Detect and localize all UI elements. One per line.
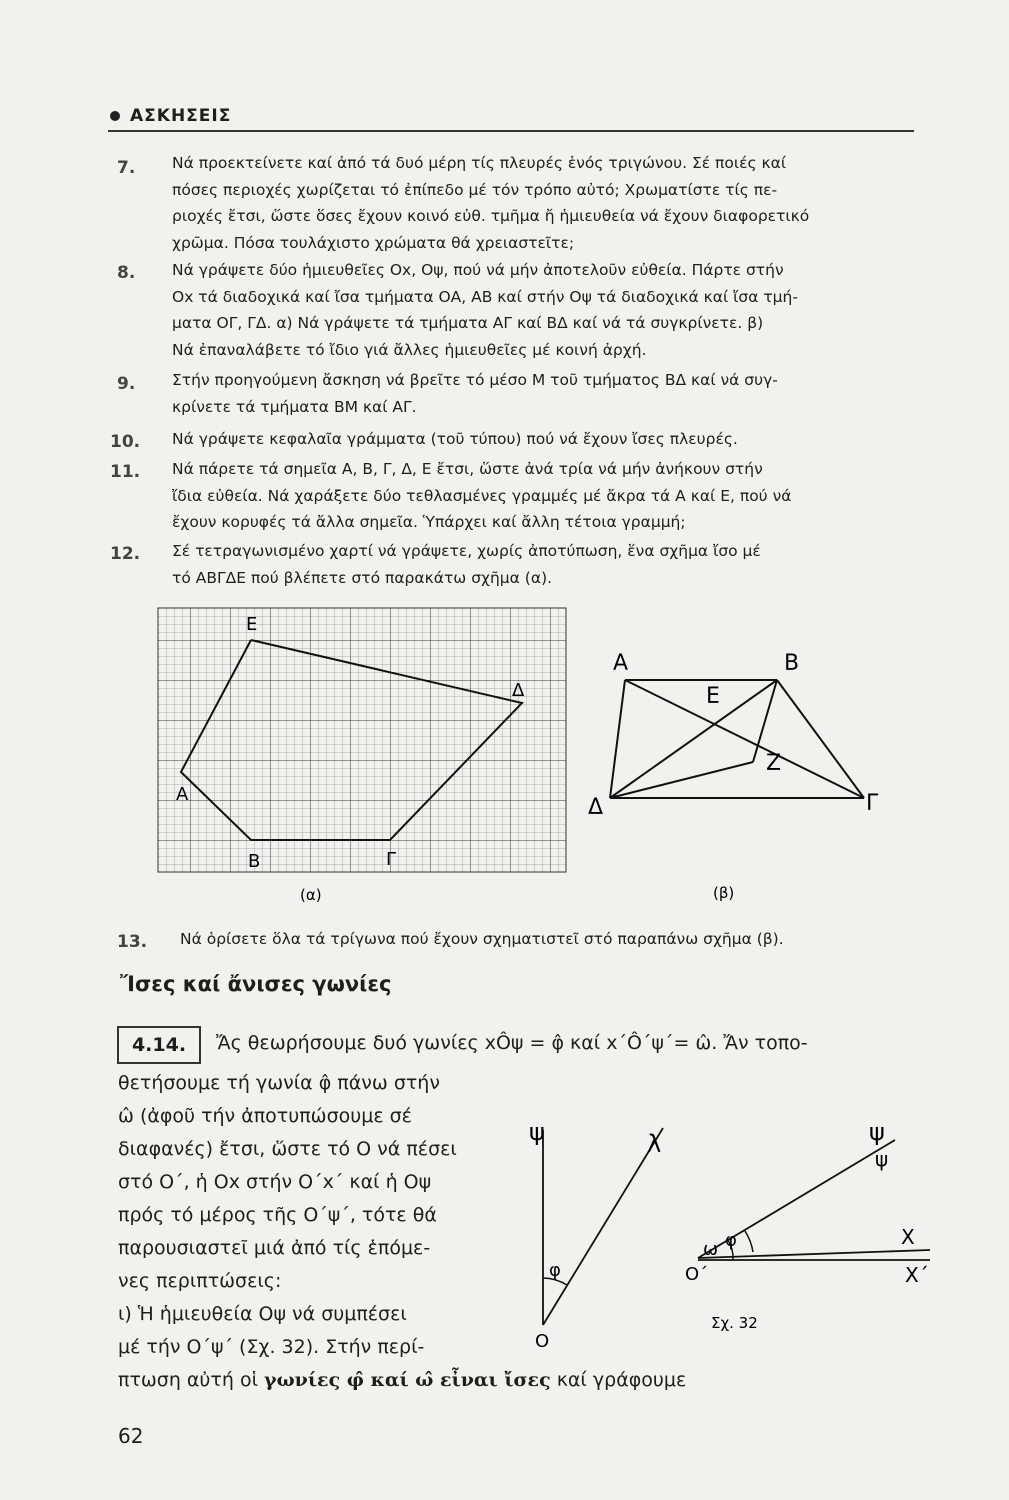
label-B: Β xyxy=(248,851,261,872)
label-B: Β xyxy=(784,651,800,676)
exercise-number: 8. xyxy=(117,263,136,283)
label-G: Γ xyxy=(866,791,879,816)
exercise-number: 13. xyxy=(117,932,148,952)
segment-AD xyxy=(610,680,625,798)
label-phi: φ xyxy=(549,1260,561,1281)
label-x-prime: Χ΄ xyxy=(905,1263,929,1287)
figure-a xyxy=(150,600,575,910)
exercise-11-text: Νά πάρετε τά σημεῖα Α, Β, Γ, Δ, Ε ἔτσι, ὥστε ἀνά τρία νά μήν ἀνήκουν στήν ἴδια εὐθεία. Νά χαράξετε δύο τεθλασμένες γραμμές μέ ἄκρα τά Α καί Ε, πού νά ἔχουν κορυφές τά ἄλλα σημεῖα. Ὑπάρχει καί ἄλλη τέτοια γραμμή; xyxy=(172,460,792,531)
label-O-prime: Ο΄ xyxy=(685,1264,709,1285)
angle-arc-phi-prime xyxy=(745,1231,753,1252)
exercise-10-text: Νά γράψετε κεφαλαῖα γράμματα (τοῦ τύπου) πού νά ἔχουν ἴσες πλευρές. xyxy=(172,430,738,448)
paragraph-last-line: πτωση αὐτή οἱ γωνίες φ̂ καί ω̂ εἶναι ἴσες καί γράφουμε xyxy=(118,1369,687,1391)
bullet-icon xyxy=(110,111,120,121)
exercise-number: 12. xyxy=(110,544,141,564)
label-psi: ψ xyxy=(529,1118,545,1146)
ray-O-lambda xyxy=(543,1128,663,1325)
label-E: Ε xyxy=(706,684,720,709)
paragraph-body: θετήσουμε τή γωνία φ̂ πάνω στήν ω̂ (ἀφοῦ τήν ἀποτυπώσουμε σέ διαφανές) ἔτσι, ὥστε τό Ο νά πέσει στό Ο΄, ἡ Οx στήν Ο΄x΄ καί ἡ Οψ πρός τό μέρος τῆς Ο΄ψ΄, τότε θά παρουσιαστεῖ μιά ἀπό τίς ἑπόμε- νες περιπτώσεις: ι) Ἡ ἡμιευθεία Οψ νά συμπέσει μέ τήν Ο΄ψ΄ (Σχ. 32). Στήν περί- πτωση αὐτή οἱ γωνίες φ̂ καί ω̂ εἶναι ἴσες καί γράφουμε xyxy=(118,1067,686,1397)
label-lambda: λ xyxy=(647,1130,662,1158)
exercise-number: 10. xyxy=(110,432,141,452)
figure-b xyxy=(585,640,905,910)
exercise-number: 7. xyxy=(117,158,136,178)
header-rule xyxy=(108,130,914,132)
segment-BG xyxy=(777,680,864,798)
diagonal-BD xyxy=(610,680,777,798)
exercise-12-text: Σέ τετραγωνισμένο χαρτί νά γράψετε, χωρίς ἀποτύπωση, ἕνα σχῆμα ἴσο μέ τό ΑΒΓΔΕ πού βλέπετε στό παρακάτω σχῆμα (α). xyxy=(172,542,761,587)
page-number: 62 xyxy=(118,1424,144,1448)
figure-32 xyxy=(515,1110,945,1350)
label-phi-prime: φ xyxy=(725,1230,737,1251)
label-D: Δ xyxy=(512,680,525,701)
diagonal-AG xyxy=(625,680,864,798)
label-psi-prime-2: ψ xyxy=(875,1147,889,1171)
label-G: Γ xyxy=(386,849,397,870)
label-O: Ο xyxy=(535,1331,550,1350)
exercise-number: 11. xyxy=(110,462,141,482)
caption-fig32: Σχ. 32 xyxy=(711,1314,758,1332)
label-D: Δ xyxy=(588,795,604,820)
grid-paper xyxy=(158,608,566,872)
label-E: Ε xyxy=(246,614,258,635)
exercise-13-text: Νά ὁρίσετε ὅλα τά τρίγωνα πού ἔχουν σχηματιστεῖ στό παραπάνω σχῆμα (β). xyxy=(180,930,784,948)
exercise-9-text: Στήν προηγούμενη ἄσκηση νά βρεῖτε τό μέσο Μ τοῦ τμήματος ΒΔ καί νά συγ- κρίνετε τά τμήματα ΒΜ καί ΑΓ. xyxy=(172,371,778,416)
section-header: ΑΣΚΗΣΕΙΣ xyxy=(110,106,231,126)
segment-ZD xyxy=(610,762,753,798)
label-Z: Ζ xyxy=(766,751,782,776)
label-omega: ω xyxy=(703,1239,719,1260)
paragraph-first-line: Ἄς θεωρήσουμε δυό γωνίες xÔψ = φ̂ καί x΄Ô΄ψ΄= ω̂. Ἄν τοπο- xyxy=(216,1032,808,1054)
exercise-number: 9. xyxy=(117,374,136,394)
caption-a: (α) xyxy=(300,886,322,904)
label-x: Χ xyxy=(901,1225,915,1249)
caption-b: (β) xyxy=(713,884,735,902)
label-A: Α xyxy=(176,784,189,805)
exercise-7-text: Νά προεκτείνετε καί ἀπό τά δυό μέρη τίς πλευρές ἑνός τριγώνου. Σέ ποιές καί πόσες περιοχές χωρίζεται τό ἐπίπεδο μέ τόν τρόπο αὐτό; Χρωματίστε τίς πε- ριοχές ἔτσι, ὥστε ὅσες ἔχουν κοινό εὐθ. τμῆμα ἤ ἡμιευθεία νά ἔχουν διαφορετικό χρῶμα. Πόσα τουλάχιστο χρώματα θά χρειαστεῖτε; xyxy=(172,154,810,252)
paragraph-number-box: 4.14. xyxy=(117,1026,201,1064)
label-psi-prime: ψ xyxy=(869,1118,885,1146)
exercise-8-text: Νά γράψετε δύο ἡμιευθεῖες Οx, Οψ, πού νά μήν ἀποτελοῦν εὐθεία. Πάρτε στήν Οx τά διαδοχικά καί ἴσα τμήματα ΟΑ, ΑΒ καί στήν Οψ τά διαδοχικά καί ἴσα τμή- ματα ΟΓ, ΓΔ. α) Νά γράψετε τά τμήματα ΑΓ καί ΒΔ καί νά τά συγκρίνετε. β) Νά ἐπαναλάβετε τό ἴδιο γιά ἄλλες ἡμιευθεῖες μέ κοινή ἀρχή. xyxy=(172,261,798,359)
section-title: Ἴσες καί ἄνισες γωνίες xyxy=(120,972,392,996)
label-A: Α xyxy=(613,651,629,676)
